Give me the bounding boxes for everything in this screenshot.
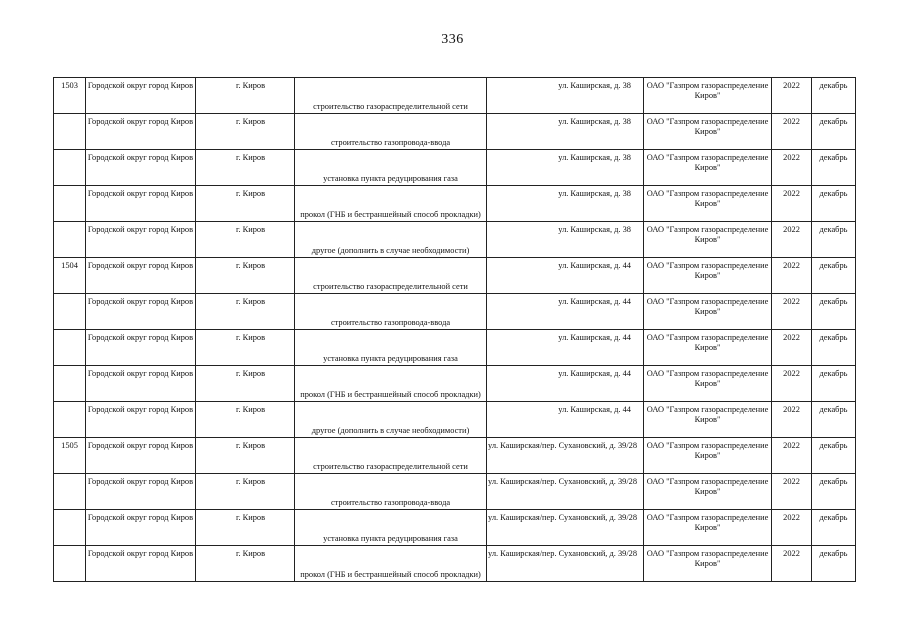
address-cell — [487, 366, 644, 402]
row-number-cell — [54, 186, 86, 222]
year-cell-text: 2022 — [783, 297, 800, 306]
district-cell — [86, 330, 196, 366]
table-row — [54, 222, 856, 258]
organization-cell — [644, 402, 772, 438]
district-cell-text: Городской округ город Киров — [87, 405, 194, 414]
organization-cell-text: ОАО "Газпром газораспределение Киров" — [646, 441, 769, 460]
address-cell — [487, 258, 644, 294]
year-cell — [772, 402, 812, 438]
row-number-cell-text: 1505 — [61, 441, 78, 450]
work-type-cell — [295, 114, 487, 150]
year-cell — [772, 222, 812, 258]
district-cell — [86, 186, 196, 222]
address-cell — [487, 546, 644, 582]
row-number-cell — [54, 330, 86, 366]
row-number-cell — [54, 438, 86, 474]
row-number-cell — [54, 510, 86, 546]
organization-cell-text: ОАО "Газпром газораспределение Киров" — [646, 549, 769, 568]
month-cell-text: декабрь — [819, 225, 848, 234]
month-cell — [812, 330, 856, 366]
city-cell-text: г. Киров — [236, 81, 266, 90]
district-cell-text: Городской округ город Киров — [87, 477, 194, 486]
work-type-cell — [295, 258, 487, 294]
district-cell — [86, 78, 196, 114]
city-cell — [196, 402, 295, 438]
table-row — [54, 510, 856, 546]
year-cell — [772, 330, 812, 366]
city-cell — [196, 114, 295, 150]
year-cell — [772, 510, 812, 546]
year-cell-text: 2022 — [783, 117, 800, 126]
month-cell — [812, 366, 856, 402]
work-type-cell-text: строительство газораспределительной сети — [313, 282, 468, 291]
district-cell-text: Городской округ город Киров — [87, 369, 194, 378]
month-cell — [812, 546, 856, 582]
city-cell-text: г. Киров — [236, 261, 266, 270]
address-cell-text: ул. Каширская, д. 38 — [558, 225, 631, 234]
organization-cell — [644, 78, 772, 114]
work-type-cell-text: строительство газопровода-ввода — [330, 498, 451, 507]
work-type-cell-text: строительство газопровода-ввода — [330, 318, 451, 327]
organization-cell — [644, 114, 772, 150]
organization-cell — [644, 150, 772, 186]
address-cell-text: ул. Каширская/пер. Сухановский, д. 39/28 — [488, 477, 638, 486]
month-cell — [812, 150, 856, 186]
organization-cell-text: ОАО "Газпром газораспределение Киров" — [646, 333, 769, 352]
month-cell-text: декабрь — [819, 261, 848, 270]
city-cell-text: г. Киров — [236, 189, 266, 198]
month-cell-text: декабрь — [819, 441, 848, 450]
city-cell-text: г. Киров — [236, 225, 266, 234]
address-cell-text: ул. Каширская, д. 38 — [558, 189, 631, 198]
city-cell-text: г. Киров — [236, 117, 266, 126]
work-type-cell-text: строительство газораспределительной сети — [313, 462, 468, 471]
year-cell-text: 2022 — [783, 261, 800, 270]
row-number-cell-text: 1503 — [61, 81, 78, 90]
organization-cell-text: ОАО "Газпром газораспределение Киров" — [646, 81, 769, 100]
row-number-cell — [54, 150, 86, 186]
district-cell — [86, 366, 196, 402]
work-type-cell — [295, 438, 487, 474]
year-cell-text: 2022 — [783, 441, 800, 450]
work-type-cell-text: установка пункта редуцирования газа — [323, 354, 458, 363]
month-cell-text: декабрь — [819, 477, 848, 486]
work-type-cell — [295, 510, 487, 546]
row-number-cell — [54, 402, 86, 438]
year-cell-text: 2022 — [783, 333, 800, 342]
table-row — [54, 438, 856, 474]
organization-cell-text: ОАО "Газпром газораспределение Киров" — [646, 117, 769, 136]
organization-cell — [644, 510, 772, 546]
organization-cell-text: ОАО "Газпром газораспределение Киров" — [646, 189, 769, 208]
year-cell — [772, 474, 812, 510]
row-number-cell — [54, 222, 86, 258]
address-cell — [487, 222, 644, 258]
district-cell-text: Городской округ город Киров — [87, 513, 194, 522]
address-cell — [487, 330, 644, 366]
year-cell-text: 2022 — [783, 81, 800, 90]
organization-cell — [644, 330, 772, 366]
district-cell — [86, 474, 196, 510]
month-cell — [812, 186, 856, 222]
address-cell-text: ул. Каширская/пер. Сухановский, д. 39/28 — [488, 513, 638, 522]
table-row — [54, 366, 856, 402]
district-cell-text: Городской округ город Киров — [87, 297, 194, 306]
city-cell — [196, 474, 295, 510]
month-cell-text: декабрь — [819, 513, 848, 522]
organization-cell-text: ОАО "Газпром газораспределение Киров" — [646, 297, 769, 316]
organization-cell-text: ОАО "Газпром газораспределение Киров" — [646, 369, 769, 388]
work-type-cell — [295, 222, 487, 258]
organization-cell — [644, 294, 772, 330]
city-cell-text: г. Киров — [236, 441, 266, 450]
city-cell — [196, 78, 295, 114]
month-cell-text: декабрь — [819, 333, 848, 342]
district-cell — [86, 258, 196, 294]
district-cell-text: Городской округ город Киров — [87, 117, 194, 126]
district-cell — [86, 402, 196, 438]
city-cell-text: г. Киров — [236, 297, 266, 306]
work-type-cell — [295, 150, 487, 186]
year-cell-text: 2022 — [783, 513, 800, 522]
organization-cell-text: ОАО "Газпром газораспределение Киров" — [646, 477, 769, 496]
month-cell — [812, 78, 856, 114]
year-cell-text: 2022 — [783, 369, 800, 378]
gas-works-table — [53, 77, 856, 582]
year-cell — [772, 546, 812, 582]
work-type-cell — [295, 546, 487, 582]
work-type-cell — [295, 366, 487, 402]
month-cell — [812, 402, 856, 438]
city-cell — [196, 258, 295, 294]
work-type-cell — [295, 402, 487, 438]
district-cell-text: Городской округ город Киров — [87, 189, 194, 198]
district-cell-text: Городской округ город Киров — [87, 225, 194, 234]
work-type-cell-text: установка пункта редуцирования газа — [323, 174, 458, 183]
address-cell — [487, 294, 644, 330]
work-type-cell-text: установка пункта редуцирования газа — [323, 534, 458, 543]
month-cell-text: декабрь — [819, 117, 848, 126]
address-cell-text: ул. Каширская/пер. Сухановский, д. 39/28 — [488, 441, 638, 450]
address-cell — [487, 438, 644, 474]
organization-cell — [644, 258, 772, 294]
address-cell-text: ул. Каширская, д. 44 — [558, 333, 631, 342]
month-cell-text: декабрь — [819, 189, 848, 198]
year-cell — [772, 366, 812, 402]
month-cell — [812, 294, 856, 330]
organization-cell — [644, 186, 772, 222]
work-type-cell — [295, 330, 487, 366]
address-cell — [487, 186, 644, 222]
year-cell-text: 2022 — [783, 405, 800, 414]
work-type-cell-text: другое (дополнить в случае необходимости) — [311, 426, 470, 435]
city-cell-text: г. Киров — [236, 513, 266, 522]
address-cell — [487, 150, 644, 186]
district-cell-text: Городской округ город Киров — [87, 549, 194, 558]
year-cell — [772, 438, 812, 474]
year-cell-text: 2022 — [783, 225, 800, 234]
row-number-cell — [54, 78, 86, 114]
work-type-cell — [295, 78, 487, 114]
month-cell — [812, 438, 856, 474]
table-row — [54, 258, 856, 294]
year-cell — [772, 294, 812, 330]
row-number-cell — [54, 546, 86, 582]
table-row — [54, 330, 856, 366]
work-type-cell — [295, 186, 487, 222]
address-cell-text: ул. Каширская, д. 38 — [558, 117, 631, 126]
year-cell — [772, 114, 812, 150]
work-type-cell-text: прокол (ГНБ и бестраншейный способ прокладки) — [300, 390, 481, 399]
district-cell-text: Городской округ город Киров — [87, 153, 194, 162]
work-type-cell — [295, 294, 487, 330]
month-cell — [812, 114, 856, 150]
address-cell — [487, 510, 644, 546]
address-cell-text: ул. Каширская, д. 44 — [558, 297, 631, 306]
month-cell-text: декабрь — [819, 297, 848, 306]
table-row — [54, 114, 856, 150]
address-cell-text: ул. Каширская, д. 44 — [558, 405, 631, 414]
row-number-cell — [54, 258, 86, 294]
year-cell — [772, 186, 812, 222]
address-cell — [487, 474, 644, 510]
year-cell — [772, 78, 812, 114]
city-cell-text: г. Киров — [236, 369, 266, 378]
city-cell-text: г. Киров — [236, 153, 266, 162]
organization-cell — [644, 546, 772, 582]
table-row — [54, 294, 856, 330]
city-cell-text: г. Киров — [236, 549, 266, 558]
work-type-cell-text: строительство газопровода-ввода — [330, 138, 451, 147]
work-type-cell-text: строительство газораспределительной сети — [313, 102, 468, 111]
district-cell-text: Городской округ город Киров — [87, 441, 194, 450]
table-row — [54, 474, 856, 510]
address-cell-text: ул. Каширская, д. 44 — [558, 369, 631, 378]
table-row — [54, 402, 856, 438]
district-cell — [86, 150, 196, 186]
row-number-cell-text: 1504 — [61, 261, 78, 270]
city-cell — [196, 294, 295, 330]
month-cell-text: декабрь — [819, 153, 848, 162]
district-cell-text: Городской округ город Киров — [87, 81, 194, 90]
city-cell — [196, 186, 295, 222]
district-cell — [86, 438, 196, 474]
month-cell-text: декабрь — [819, 81, 848, 90]
organization-cell — [644, 222, 772, 258]
month-cell-text: декабрь — [819, 549, 848, 558]
work-type-cell-text: прокол (ГНБ и бестраншейный способ прокладки) — [300, 210, 481, 219]
row-number-cell — [54, 114, 86, 150]
table-row — [54, 78, 856, 114]
year-cell-text: 2022 — [783, 549, 800, 558]
district-cell — [86, 114, 196, 150]
district-cell-text: Городской округ город Киров — [87, 261, 194, 270]
city-cell — [196, 366, 295, 402]
address-cell — [487, 402, 644, 438]
month-cell-text: декабрь — [819, 405, 848, 414]
address-cell-text: ул. Каширская, д. 38 — [558, 153, 631, 162]
address-cell-text: ул. Каширская/пер. Сухановский, д. 39/28 — [488, 549, 638, 558]
organization-cell-text: ОАО "Газпром газораспределение Киров" — [646, 513, 769, 532]
city-cell — [196, 222, 295, 258]
city-cell — [196, 330, 295, 366]
row-number-cell — [54, 294, 86, 330]
district-cell-text: Городской округ город Киров — [87, 333, 194, 342]
city-cell — [196, 510, 295, 546]
table-body — [54, 78, 856, 582]
organization-cell-text: ОАО "Газпром газораспределение Киров" — [646, 225, 769, 244]
address-cell-text: ул. Каширская, д. 44 — [558, 261, 631, 270]
year-cell-text: 2022 — [783, 189, 800, 198]
year-cell-text: 2022 — [783, 477, 800, 486]
table-row — [54, 546, 856, 582]
organization-cell — [644, 366, 772, 402]
table-row — [54, 186, 856, 222]
year-cell — [772, 150, 812, 186]
month-cell — [812, 222, 856, 258]
city-cell — [196, 150, 295, 186]
year-cell — [772, 258, 812, 294]
month-cell — [812, 474, 856, 510]
month-cell — [812, 258, 856, 294]
city-cell — [196, 438, 295, 474]
city-cell-text: г. Киров — [236, 333, 266, 342]
work-type-cell-text: другое (дополнить в случае необходимости) — [311, 246, 470, 255]
organization-cell-text: ОАО "Газпром газораспределение Киров" — [646, 405, 769, 424]
organization-cell-text: ОАО "Газпром газораспределение Киров" — [646, 153, 769, 172]
table-row — [54, 150, 856, 186]
work-type-cell-text: прокол (ГНБ и бестраншейный способ прокладки) — [300, 570, 481, 579]
city-cell — [196, 546, 295, 582]
district-cell — [86, 222, 196, 258]
address-cell — [487, 78, 644, 114]
city-cell-text: г. Киров — [236, 477, 266, 486]
district-cell — [86, 510, 196, 546]
month-cell — [812, 510, 856, 546]
district-cell — [86, 546, 196, 582]
organization-cell — [644, 438, 772, 474]
month-cell-text: декабрь — [819, 369, 848, 378]
city-cell-text: г. Киров — [236, 405, 266, 414]
year-cell-text: 2022 — [783, 153, 800, 162]
organization-cell-text: ОАО "Газпром газораспределение Киров" — [646, 261, 769, 280]
work-type-cell — [295, 474, 487, 510]
page-number: 336 — [441, 32, 464, 47]
address-cell-text: ул. Каширская, д. 38 — [558, 81, 631, 90]
district-cell — [86, 294, 196, 330]
row-number-cell — [54, 366, 86, 402]
organization-cell — [644, 474, 772, 510]
row-number-cell — [54, 474, 86, 510]
address-cell — [487, 114, 644, 150]
